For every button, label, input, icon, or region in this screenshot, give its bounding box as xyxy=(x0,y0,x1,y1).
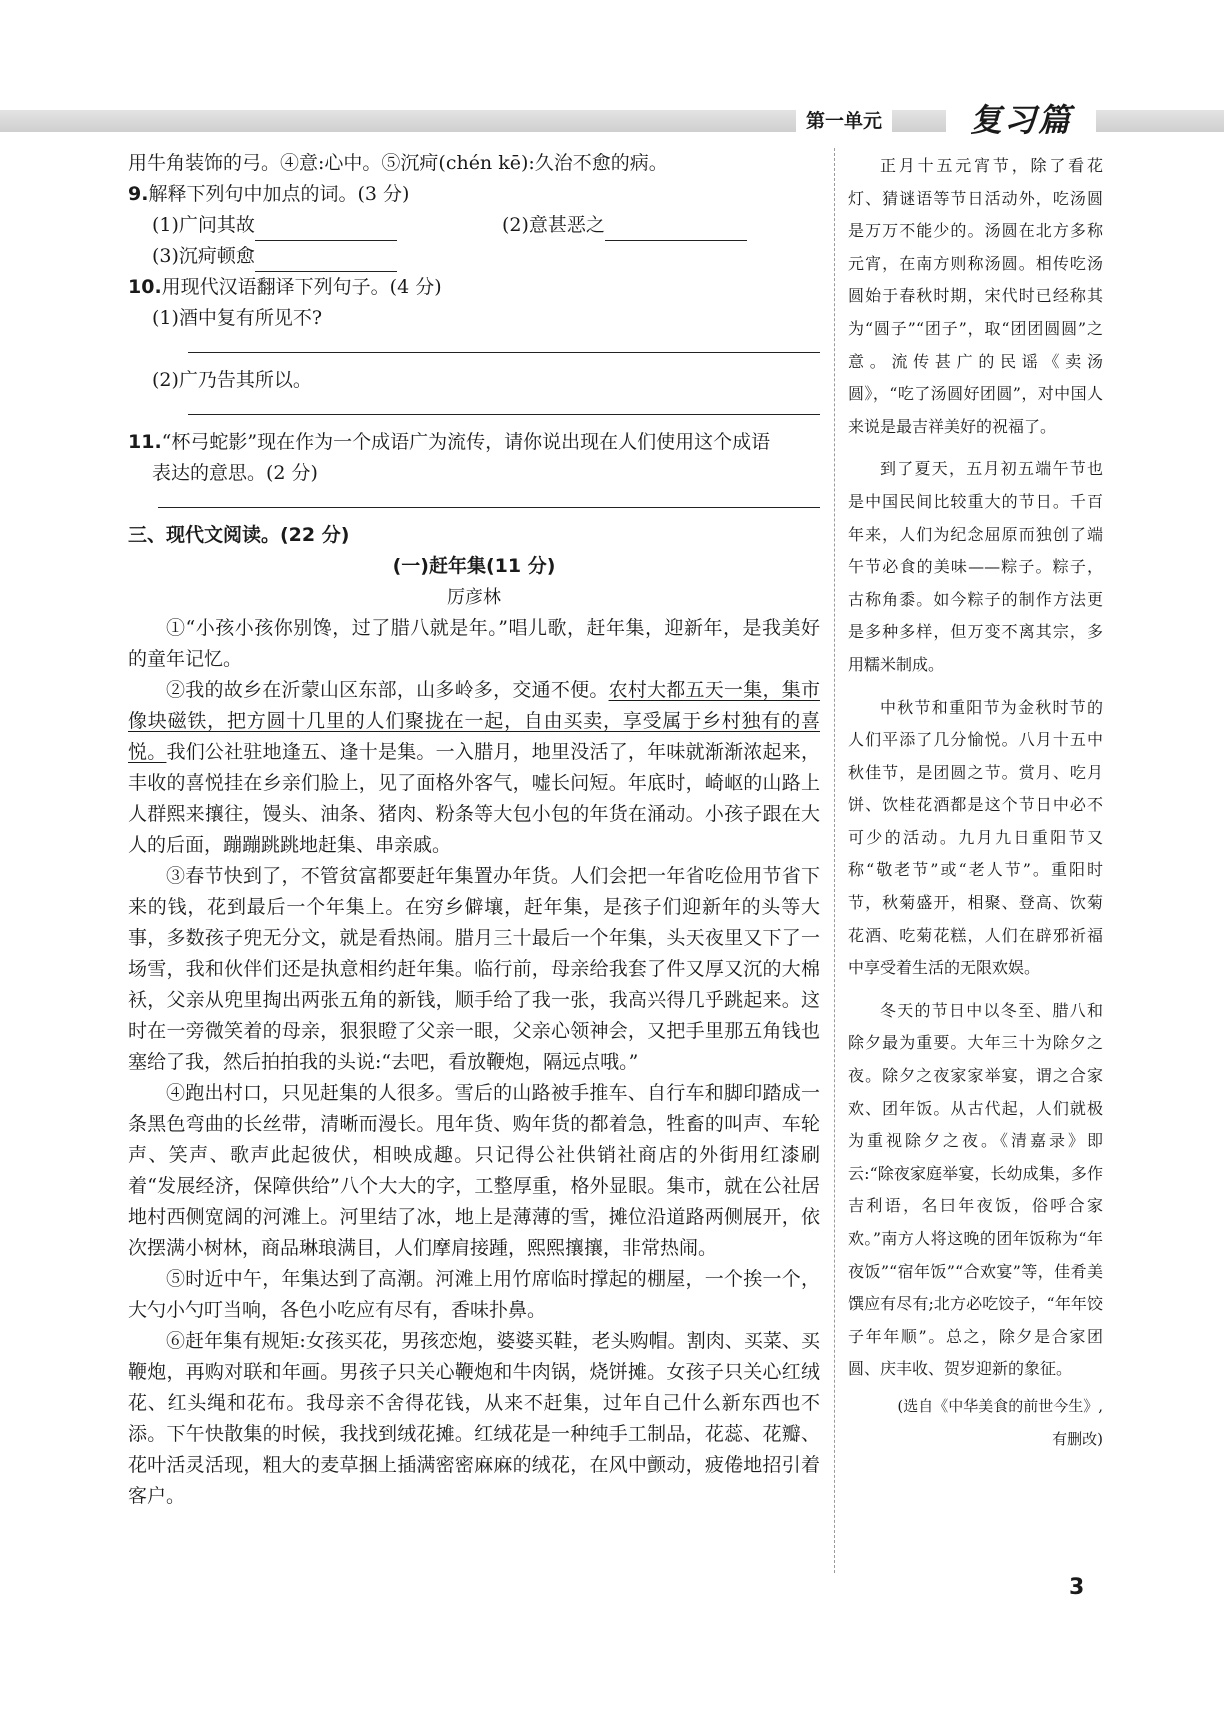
paragraph-text: 我们公社驻地逢五、逢十是集。一入腊月，地里没活了，年味就渐渐浓起来，丰收的喜悦挂在乡亲们脸上，见了面格外客气，嘘长问短。年底时，崎岖的山路上人群熙来攘往，馒头、油条、猪肉、粉条等大包小包的年货在涌动。小孩子跟在大人的后面，蹦蹦跳跳地赶集、串亲戚。 xyxy=(128,741,820,856)
question-text: “杯弓蛇影”现在作为一个成语广为流传，请你说出现在人们使用这个成语 xyxy=(161,431,771,453)
question-11 xyxy=(128,427,820,458)
answer-line[interactable] xyxy=(188,334,820,353)
column-divider xyxy=(834,148,835,1573)
source-text: (选自《中华美食的前世今生》, xyxy=(897,1396,1103,1415)
question-text: 用现代汉语翻译下列句子。(4 分) xyxy=(161,276,442,298)
question-9-row-1 xyxy=(128,210,820,241)
q9-item-1: (1)广问其故 xyxy=(152,214,255,236)
underlined-sentence: 农村大都五天一集，集市像块磁铁，把方圆十几里的人们聚拢在一起，自由买卖，享受属于乡村独有的喜悦。 xyxy=(128,679,820,763)
article-paragraph-1: ①“小孩小孩你别馋，过了腊八就是年。”唱儿歌，赶年集，迎新年，是我美好的童年记忆。 xyxy=(128,617,820,670)
section-badge: 复习篇 xyxy=(946,98,1096,142)
question-number: 9. xyxy=(128,183,149,205)
source-text: 有删改) xyxy=(1052,1429,1103,1448)
annotation-line: 用牛角装饰的弓。④意:心中。⑤沉疴(chén kē):久治不愈的病。 xyxy=(128,152,668,174)
side-column xyxy=(848,150,1103,1455)
question-text-cont: 表达的意思。(2 分) xyxy=(152,462,318,484)
main-column xyxy=(128,148,820,1512)
article-paragraph-3: ③春节快到了，不管贫富都要赶年集置办年货。人们会把一年省吃俭用节省下来的钱，花到最后一个年集上。在穷乡僻壤，赶年集，是孩子们迎新年的头等大事，多数孩子兜无分文，就是看热闹。腊月三十最后一个年集，头天夜里又下了一场雪，我和伙伴们还是执意相约赶年集。临行前，母亲给我套了件又厚又沉的大棉袄，父亲从兜里掏出两张五角的新钱，顺手给了我一张，我高兴得几乎跳起来。这时在一旁微笑着的母亲，狠狠瞪了父亲一眼，父亲心领神会，又把手里那五角钱也塞给了我，然后拍拍我的头说:“去吧，看放鞭炮，隔远点哦。” xyxy=(128,865,820,1073)
question-text: 解释下列句中加点的词。(3 分) xyxy=(148,183,410,205)
q9-item-3: (3)沉疴顿愈 xyxy=(152,245,255,267)
q9-item-2: (2)意甚恶之 xyxy=(502,214,605,236)
article-author: 厉彦林 xyxy=(447,587,501,608)
answer-blank[interactable] xyxy=(255,218,397,241)
answer-line[interactable] xyxy=(188,396,820,415)
article-paragraph-4: ④跑出村口，只见赶集的人很多。雪后的山路被手推车、自行车和脚印踏成一条黑色弯曲的长丝带，清晰而漫长。甩年货、购年货的都着急，牲畜的叫声、车轮声、笑声、歌声此起彼伏，相映成趣。只记得公社供销社商店的外街用红漆刷着“发展经济，保障供给”八个大大的字，工整厚重，格外显眼。集市，就在公社居地村西侧宽阔的河滩上。河里结了冰，地上是薄薄的雪，摊位沿道路两侧展开，依次摆满小树林，商品琳琅满目，人们摩肩接踵，熙熙攘攘，非常热闹。 xyxy=(128,1082,820,1259)
article-paragraph-2 xyxy=(128,675,820,861)
unit-title: 第一单元 xyxy=(796,107,892,135)
side-paragraph-4: 冬天的节日中以冬至、腊八和除夕最为重要。大年三十为除夕之夜。除夕之夜家家举宴，谓之合家欢、团年饭。从古代起，人们就极为重视除夕之夜。《清嘉录》即云:“除夜家庭举宴，长幼成集，多作吉利语，名曰年夜饭，俗呼合家欢。”南方人将这晚的团年饭称为“年夜饭”“宿年饭”“合欢宴”等，佳肴美馔应有尽有;北方必吃饺子，“年年饺子年年顺”。总之，除夕是合家团圆、庆丰收、贺岁迎新的象征。 xyxy=(848,1000,1103,1379)
answer-blank[interactable] xyxy=(255,249,397,272)
answer-blank[interactable] xyxy=(605,218,747,241)
question-9-row-2 xyxy=(128,241,820,272)
question-number: 11. xyxy=(128,431,162,453)
q10-item-1: (1)酒中复有所见不? xyxy=(152,307,323,329)
side-paragraph-3: 中秋节和重阳节为金秋时节的人们平添了几分愉悦。八月十五中秋佳节，是团圆之节。赏月、吃月饼、饮桂花酒都是这个节日中必不可少的活动。九月九日重阳节又称“敬老节”或“老人节”。重阳时节，秋菊盛开，相聚、登高、饮菊花酒、吃菊花糕，人们在辟邪祈福中享受着生活的无限欢娱。 xyxy=(848,697,1103,978)
article-title: (一)赶年集(11 分) xyxy=(392,555,556,577)
question-9 xyxy=(128,179,820,210)
article-paragraph-5: ⑤时近中午，年集达到了高潮。河滩上用竹席临时撑起的棚屋，一个挨一个，大勺小勺叮当响，各色小吃应有尽有，香味扑鼻。 xyxy=(128,1268,820,1321)
answer-line[interactable] xyxy=(158,489,820,508)
section-heading: 三、现代文阅读。(22 分) xyxy=(128,524,350,546)
source-note xyxy=(848,1390,1103,1455)
question-number: 10. xyxy=(128,276,162,298)
paragraph-text: ②我的故乡在沂蒙山区东部，山多岭多，交通不便。 xyxy=(166,679,609,701)
side-paragraph-1: 正月十五元宵节，除了看花灯、猜谜语等节日活动外，吃汤圆是万万不能少的。汤圆在北方多称元宵，在南方则称汤圆。相传吃汤圆始于春秋时期，宋代时已经称其为“圆子”“团子”，取“团团圆圆”之意。流传甚广的民谣《卖汤圆》，“吃了汤圆好团圆”，对中国人来说是最吉祥美好的祝福了。 xyxy=(848,156,1103,436)
article-paragraph-6: ⑥赶年集有规矩:女孩买花，男孩恋炮，婆婆买鞋，老头购帽。割肉、买菜、买鞭炮，再购对联和年画。男孩子只关心鞭炮和牛肉锅，烧饼摊。女孩子只关心红绒花、红头绳和花布。我母亲不舍得花钱，从来不赶集，过年自己什么新东西也不添。下午快散集的时候，我找到绒花摊。红绒花是一种纯手工制品，花蕊、花瓣、花叶活灵活现，粗大的麦草捆上插满密密麻麻的绒花，在风中颤动，疲倦地招引着客户。 xyxy=(128,1330,820,1507)
q10-item-2: (2)广乃告其所以。 xyxy=(152,369,312,391)
page-number: 3 xyxy=(1069,1575,1085,1600)
question-10 xyxy=(128,272,820,303)
side-paragraph-2: 到了夏天，五月初五端午节也是中国民间比较重大的节日。千百年来，人们为纪念屈原而独创了端午节必食的美味——粽子。粽子，古称角黍。如今粽子的制作方法更是多种多样，但万变不离其宗，多用糯米制成。 xyxy=(848,459,1103,674)
